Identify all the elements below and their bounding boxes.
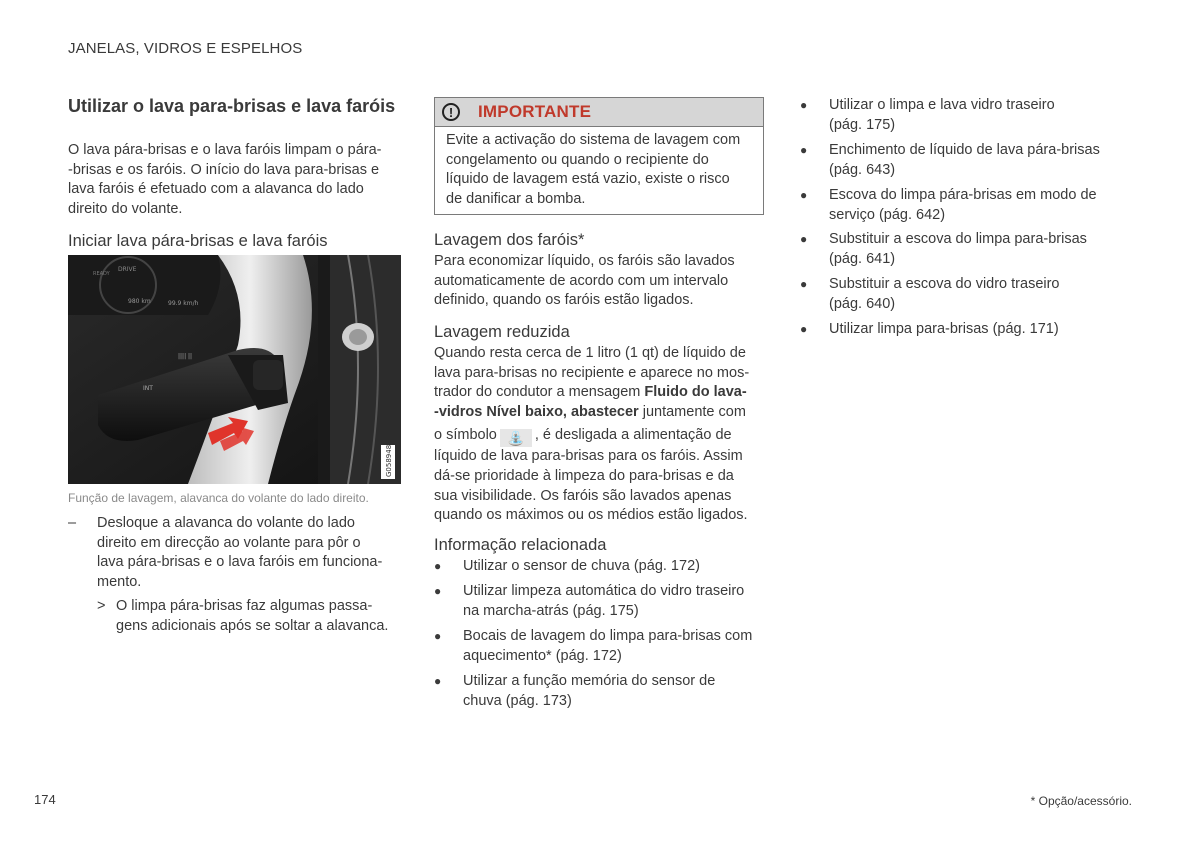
link-text: (pág. 641) bbox=[829, 250, 896, 267]
important-label: IMPORTANTE bbox=[478, 102, 592, 121]
reduced-wash-title: Lavagem reduzida bbox=[434, 323, 570, 341]
svg-text:980 km: 980 km bbox=[128, 298, 151, 305]
link-text: aquecimento* (pág. 172) bbox=[463, 647, 622, 664]
link-text: (pág. 175) bbox=[829, 116, 896, 133]
bullet-icon: ● bbox=[800, 277, 808, 291]
bullet-icon: ● bbox=[800, 98, 808, 112]
text-fragment: o símbolo bbox=[434, 427, 497, 444]
link-text: Utilizar limpeza automática do vidro traseiro bbox=[463, 583, 745, 599]
text-line bbox=[434, 426, 766, 447]
text-line: quando os máximos ou os médios estão ligados. bbox=[434, 507, 748, 524]
svg-text:99.9 km/h: 99.9 km/h bbox=[168, 300, 199, 307]
bullet-icon: ● bbox=[800, 188, 808, 202]
link-text: Substituir a escova do vidro traseiro bbox=[829, 276, 1060, 292]
text-line: Para economizar líquido, os faróis são lavados bbox=[434, 253, 735, 269]
important-line: congelamento ou quando o recipiente do bbox=[446, 151, 709, 168]
section-header: JANELAS, VIDROS E ESPELHOS bbox=[68, 40, 303, 57]
bullet-icon: ● bbox=[800, 143, 808, 157]
bullet-icon: ● bbox=[800, 232, 808, 246]
text-line: Quando resta cerca de 1 litro (1 qt) de líquido de bbox=[434, 345, 746, 361]
footnote: * Opção/acessório. bbox=[1030, 794, 1132, 808]
text-line bbox=[434, 383, 766, 403]
intro-line: direito do volante. bbox=[68, 200, 183, 217]
bullet-icon: ● bbox=[434, 674, 442, 688]
text-fragment: trador do condutor a mensagem bbox=[434, 384, 645, 401]
display-message: -vidros Nível baixo, abastecer bbox=[434, 403, 639, 420]
reduced-wash-text bbox=[434, 344, 766, 526]
important-line: Evite a activação do sistema de lavagem com bbox=[446, 132, 741, 148]
result-marker: > bbox=[97, 598, 106, 614]
step-line: Desloque a alavanca do volante do lado bbox=[97, 515, 355, 531]
bullet-icon: ● bbox=[434, 559, 442, 573]
svg-text:DRIVE: DRIVE bbox=[118, 266, 137, 273]
important-box bbox=[434, 97, 764, 215]
photo-caption: Função de lavagem, alavanca do volante do lado direito. bbox=[68, 491, 369, 505]
link-text: Utilizar o limpa e lava vidro traseiro bbox=[829, 97, 1055, 113]
text-fragment: juntamente com bbox=[638, 403, 746, 420]
text-line: definido, quando os faróis estão ligados. bbox=[434, 292, 694, 309]
headlamp-wash-text bbox=[434, 252, 766, 311]
important-header bbox=[435, 98, 763, 127]
text-fragment: , é desligada a alimentação de bbox=[534, 427, 732, 444]
text-line: lava para-brisas no recipiente e aparece no mos- bbox=[434, 364, 750, 381]
subheading-start-washer: Iniciar lava pára-brisas e lava faróis bbox=[68, 232, 328, 250]
link-text: chuva (pág. 173) bbox=[463, 692, 572, 709]
related-info-title: Informação relacionada bbox=[434, 536, 607, 554]
link-text: Utilizar limpa para-brisas (pág. 171) bbox=[829, 321, 1059, 337]
link-text: Enchimento de líquido de lava pára-brisas bbox=[829, 142, 1100, 158]
step-dash: – bbox=[68, 515, 77, 531]
svg-text:|||| ||: |||| || bbox=[178, 353, 193, 360]
link-text: (pág. 640) bbox=[829, 295, 896, 312]
link-text: (pág. 643) bbox=[829, 161, 896, 178]
step-line: direito em direcção ao volante para pôr o bbox=[97, 534, 361, 551]
svg-text:READY: READY bbox=[93, 271, 110, 277]
washer-fluid-icon: ⛲ bbox=[500, 429, 532, 447]
step-line: mento. bbox=[97, 573, 142, 590]
link-text: serviço (pág. 642) bbox=[829, 206, 946, 223]
intro-line: -brisas e os faróis. O início do lava para-brisas e bbox=[68, 161, 380, 178]
link-text: Escova do limpa pára-brisas em modo de bbox=[829, 187, 1097, 203]
text-line: líquido de lava para-brisas para os faróis. Assim bbox=[434, 448, 743, 465]
bullet-icon: ● bbox=[800, 322, 808, 336]
step-line: lava pára-brisas e o lava faróis em funciona- bbox=[97, 554, 383, 571]
image-code: G058948 bbox=[385, 444, 393, 477]
result-line: gens adicionais após se soltar a alavanca. bbox=[116, 617, 389, 634]
text-line: automaticamente de acordo com um intervalo bbox=[434, 272, 729, 289]
page-title: Utilizar o lava para-brisas e lava faróis bbox=[68, 96, 396, 116]
important-line: de danificar a bomba. bbox=[446, 190, 586, 207]
important-line: líquido de lavagem está vazio, existe o risco bbox=[446, 171, 730, 188]
intro-line: lava faróis é efetuado com a alavanca do lado bbox=[68, 181, 364, 198]
intro-paragraph bbox=[68, 141, 398, 219]
svg-text:INT: INT bbox=[143, 385, 153, 392]
text-line: sua visibilidade. Os faróis são lavados apenas bbox=[434, 487, 732, 504]
text-line: dá-se prioridade à limpeza do para-brisas e da bbox=[434, 467, 734, 484]
page-number: 174 bbox=[34, 792, 56, 807]
intro-line: O lava pára-brisas e o lava faróis limpam o pára- bbox=[68, 142, 382, 158]
link-text: na marcha-atrás (pág. 175) bbox=[463, 602, 639, 619]
display-message: Fluido do lava- bbox=[644, 384, 747, 401]
link-text: Utilizar o sensor de chuva (pág. 172) bbox=[463, 558, 700, 574]
link-text: Utilizar a função memória do sensor de bbox=[463, 673, 716, 689]
important-body bbox=[435, 127, 763, 209]
text-line bbox=[434, 403, 766, 423]
lever-photo bbox=[68, 255, 401, 484]
result-line: O limpa pára-brisas faz algumas passa- bbox=[116, 598, 373, 614]
headlamp-wash-title: Lavagem dos faróis* bbox=[434, 231, 585, 249]
bullet-icon: ● bbox=[434, 629, 442, 643]
bullet-icon: ● bbox=[434, 584, 442, 598]
exclamation-circle-icon: ! bbox=[442, 103, 460, 121]
link-text: Bocais de lavagem do limpa para-brisas com bbox=[463, 628, 753, 644]
link-text: Substituir a escova do limpa para-brisas bbox=[829, 231, 1087, 247]
